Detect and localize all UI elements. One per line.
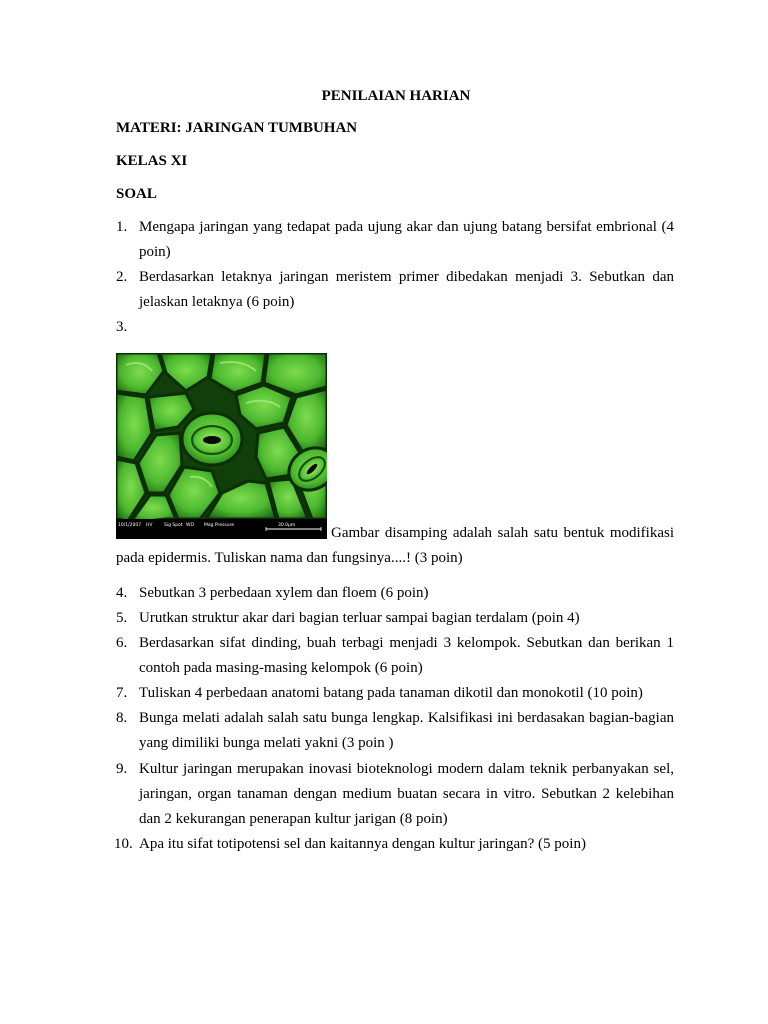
image-scale-label: 30.0µm	[278, 523, 296, 528]
question-8	[116, 706, 674, 756]
question-number: 1.	[116, 219, 128, 235]
question-text: Berdasarkan letaknya jaringan meristem primer dibedakan menjadi 3. Sebutkan dan jelaskan letaknya (6 poin)	[139, 269, 674, 310]
question-7	[116, 681, 674, 706]
question-number: 3.	[116, 319, 128, 335]
question-number: 10.	[114, 836, 133, 852]
question-text: Tuliskan 4 perbedaan anatomi batang pada tanaman dikotil dan monokotil (10 poin)	[139, 685, 643, 701]
question-text: Sebutkan 3 perbedaan xylem dan floem (6 poin)	[139, 585, 429, 601]
subject-heading: MATERI: JARINGAN TUMBUHAN	[116, 120, 358, 136]
image-info-hv: HV	[146, 523, 153, 528]
question-10	[116, 832, 674, 857]
question-number: 7.	[116, 685, 128, 701]
question-number: 8.	[116, 710, 128, 726]
page-title: PENILAIAN HARIAN	[321, 88, 471, 104]
question-number: 2.	[116, 269, 128, 285]
class-heading: KELAS XI	[116, 153, 188, 169]
question-4	[116, 581, 674, 606]
question-number: 9.	[116, 761, 128, 777]
question-6	[116, 631, 674, 681]
image-info-wd: WD	[186, 523, 194, 528]
question-3-text-line1: Gambar disamping adalah salah satu bentuk modifikasi	[331, 525, 674, 541]
question-1	[116, 215, 674, 265]
question-text: Apa itu sifat totipotensi sel dan kaitannya dengan kultur jaringan? (5 poin)	[139, 836, 586, 852]
question-text: Urutkan struktur akar dari bagian terluar sampai bagian terdalam (poin 4)	[139, 610, 580, 626]
stomata-micrograph-image	[116, 353, 327, 539]
question-number: 4.	[116, 585, 128, 601]
question-number: 6.	[116, 635, 128, 651]
question-3-text-line2: pada epidermis. Tuliskan nama dan fungsinya....! (3 poin)	[116, 550, 463, 566]
questions-heading: SOAL	[116, 186, 157, 202]
question-text: Bunga melati adalah salah satu bunga lengkap. Kalsifikasi ini berdasakan bagian-bagian yang dimiliki bunga melati yakni (3 poin )	[139, 710, 674, 751]
image-info-mag: Mag Pressure	[204, 523, 235, 528]
question-number: 5.	[116, 610, 128, 626]
image-info-date: 10/1/2007	[118, 523, 142, 528]
question-text: Mengapa jaringan yang tedapat pada ujung akar dan ujung batang bersifat embrional (4 poin)	[139, 219, 674, 260]
question-text: Kultur jaringan merupakan inovasi bioteknologi modern dalam teknik perbanyakan sel, jaringan, organ tanaman dengan medium buatan secara in vitro. Sebutkan 2 kelebihan dan 2 kekurangan penerapan kultur jarigan (8 poin)	[139, 761, 674, 827]
question-2	[116, 265, 674, 315]
question-5	[116, 606, 674, 631]
question-text: Berdasarkan sifat dinding, buah terbagi menjadi 3 kelompok. Sebutkan dan berikan 1 contoh pada masing-masing kelompok (6 poin)	[139, 635, 674, 676]
image-info-spot: Sig Spot	[164, 523, 183, 528]
question-9	[116, 757, 674, 832]
stomata-micrograph-svg	[116, 353, 327, 539]
